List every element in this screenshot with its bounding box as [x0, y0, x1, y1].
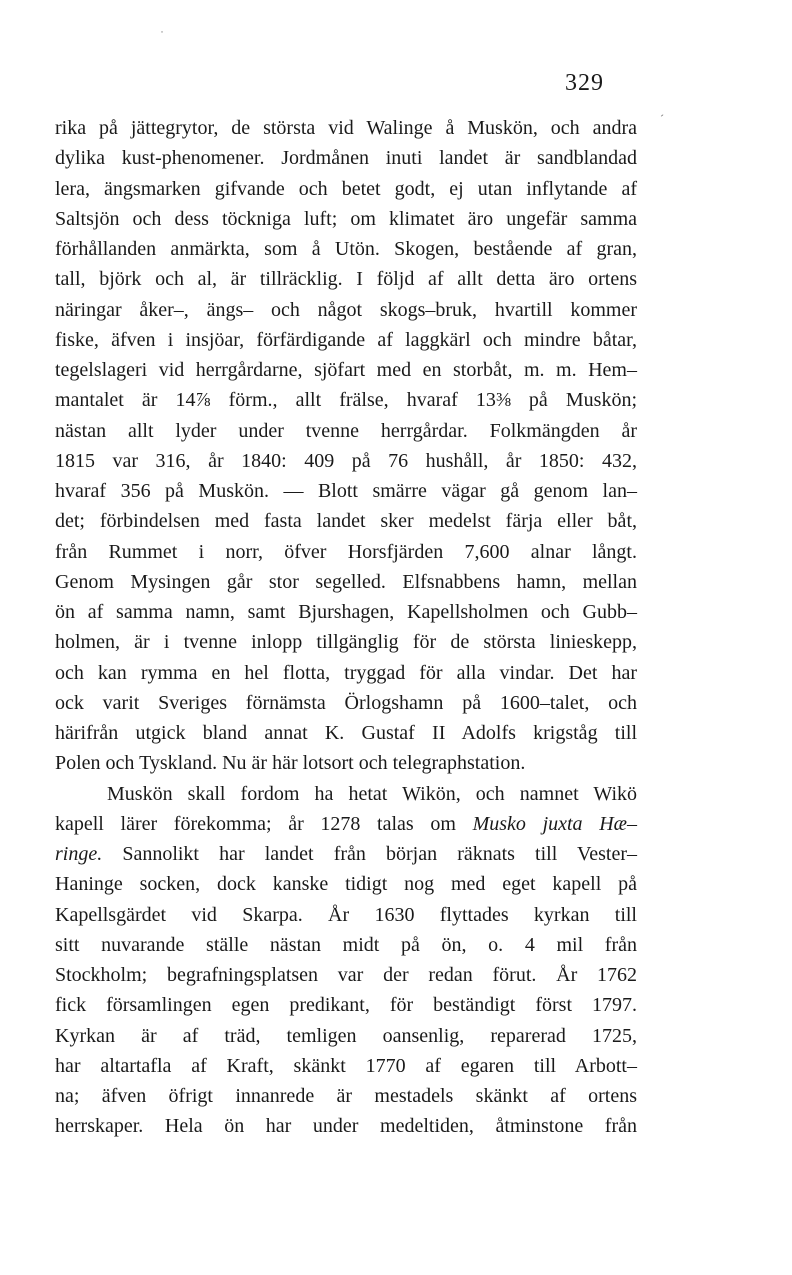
text-line: rika på jättegrytor, de största vid Walinge å Muskön, och andra	[55, 117, 637, 139]
text-line: och kan rymma en hel flotta, tryggad för alla vindar. Det har	[55, 661, 637, 684]
text-line: tall, björk och al, är tillräcklig. I följd af allt detta äro ortens	[55, 268, 637, 291]
text-line: ön af samma namn, samt Bjurshagen, Kapellsholmen och Gubb–	[55, 601, 637, 623]
text-line: näringar åker–, ängs– och något skogs–bruk, hvartill kommer	[55, 298, 637, 321]
text-line: holmen, är i tvenne inlopp tillgänglig för de största linieskepp,	[55, 631, 637, 654]
text-line: hvaraf 356 på Muskön. — Blott smärre vägar gå genom lan–	[55, 480, 637, 502]
text-line: sitt nuvarande ställe nästan midt på ön, o. 4 mil från	[55, 933, 637, 956]
text-line: Haninge socken, dock kanske tidigt nog med eget kapell på	[55, 873, 637, 896]
text-line-paragraph-start: Muskön skall fordom ha hetat Wikön, och namnet Wikö	[107, 782, 637, 805]
stray-mark-right: ´	[660, 112, 664, 126]
stray-mark-top: ˙	[160, 28, 164, 42]
text-line: från Rummet i norr, öfver Horsfjärden 7,600 alnar långt.	[55, 540, 637, 563]
text-line: har altartafla af Kraft, skänkt 1770 af egaren till Arbott–	[55, 1054, 637, 1077]
text-line: Genom Mysingen går stor segelled. Elfsnabbens hamn, mellan	[55, 570, 637, 593]
text-line: fick församlingen egen predikant, för beständigt först 1797.	[55, 994, 637, 1017]
text-line: ock varit Sveriges förnämsta Örlogshamn på 1600–talet, och	[55, 691, 637, 714]
body-text	[55, 113, 637, 1142]
text-line: tegelslageri vid herrgårdarne, sjöfart med en storbåt, m. m. Hem–	[55, 359, 637, 381]
text-line: herrskaper. Hela ön har under medeltiden, åtminstone från	[55, 1115, 637, 1138]
text-line: dylika kust-phenomener. Jordmånen inuti landet är sandblandad	[55, 147, 637, 170]
text-line: Kapellsgärdet vid Skarpa. År 1630 flyttades kyrkan till	[55, 903, 637, 926]
text-line: fiske, äfven i insjöar, förfärdigande af laggkärl och mindre båtar,	[55, 328, 637, 351]
text-line: nästan allt lyder under tvenne herrgårdar. Folkmängden år	[55, 419, 637, 442]
text-line: lera, ängsmarken gifvande och betet godt, ej utan inflytande af	[55, 177, 637, 200]
page-number: 329	[565, 70, 604, 96]
text-line: na; äfven öfrigt innanrede är mestadels skänkt af ortens	[55, 1085, 637, 1107]
text-line: kapell lärer förekomma; år 1278 talas om Musko juxta Hæ–	[55, 812, 637, 835]
text-line: ringe. Sannolikt har landet från början räknats till Vester–	[55, 843, 637, 865]
text-line: 1815 var 316, år 1840: 409 på 76 hushåll, år 1850: 432,	[55, 449, 637, 472]
text-line: Polen och Tyskland. Nu är här lotsort och telegraphstation.	[55, 752, 526, 775]
text-line: förhållanden anmärkta, som å Utön. Skogen, bestående af gran,	[55, 238, 637, 260]
text-line: Stockholm; begrafningsplatsen var der redan förut. År 1762	[55, 964, 637, 986]
text-line: Saltsjön och dess töckniga luft; om klimatet äro ungefär samma	[55, 207, 637, 230]
text-line: Kyrkan är af träd, temligen oansenlig, reparerad 1725,	[55, 1024, 637, 1047]
text-line: det; förbindelsen med fasta landet sker medelst färja eller båt,	[55, 510, 637, 533]
text-line: mantalet är 14⅞ förm., allt frälse, hvaraf 13⅜ på Muskön;	[55, 389, 637, 412]
text-line: härifrån utgick bland annat K. Gustaf II Adolfs krigståg till	[55, 722, 637, 744]
